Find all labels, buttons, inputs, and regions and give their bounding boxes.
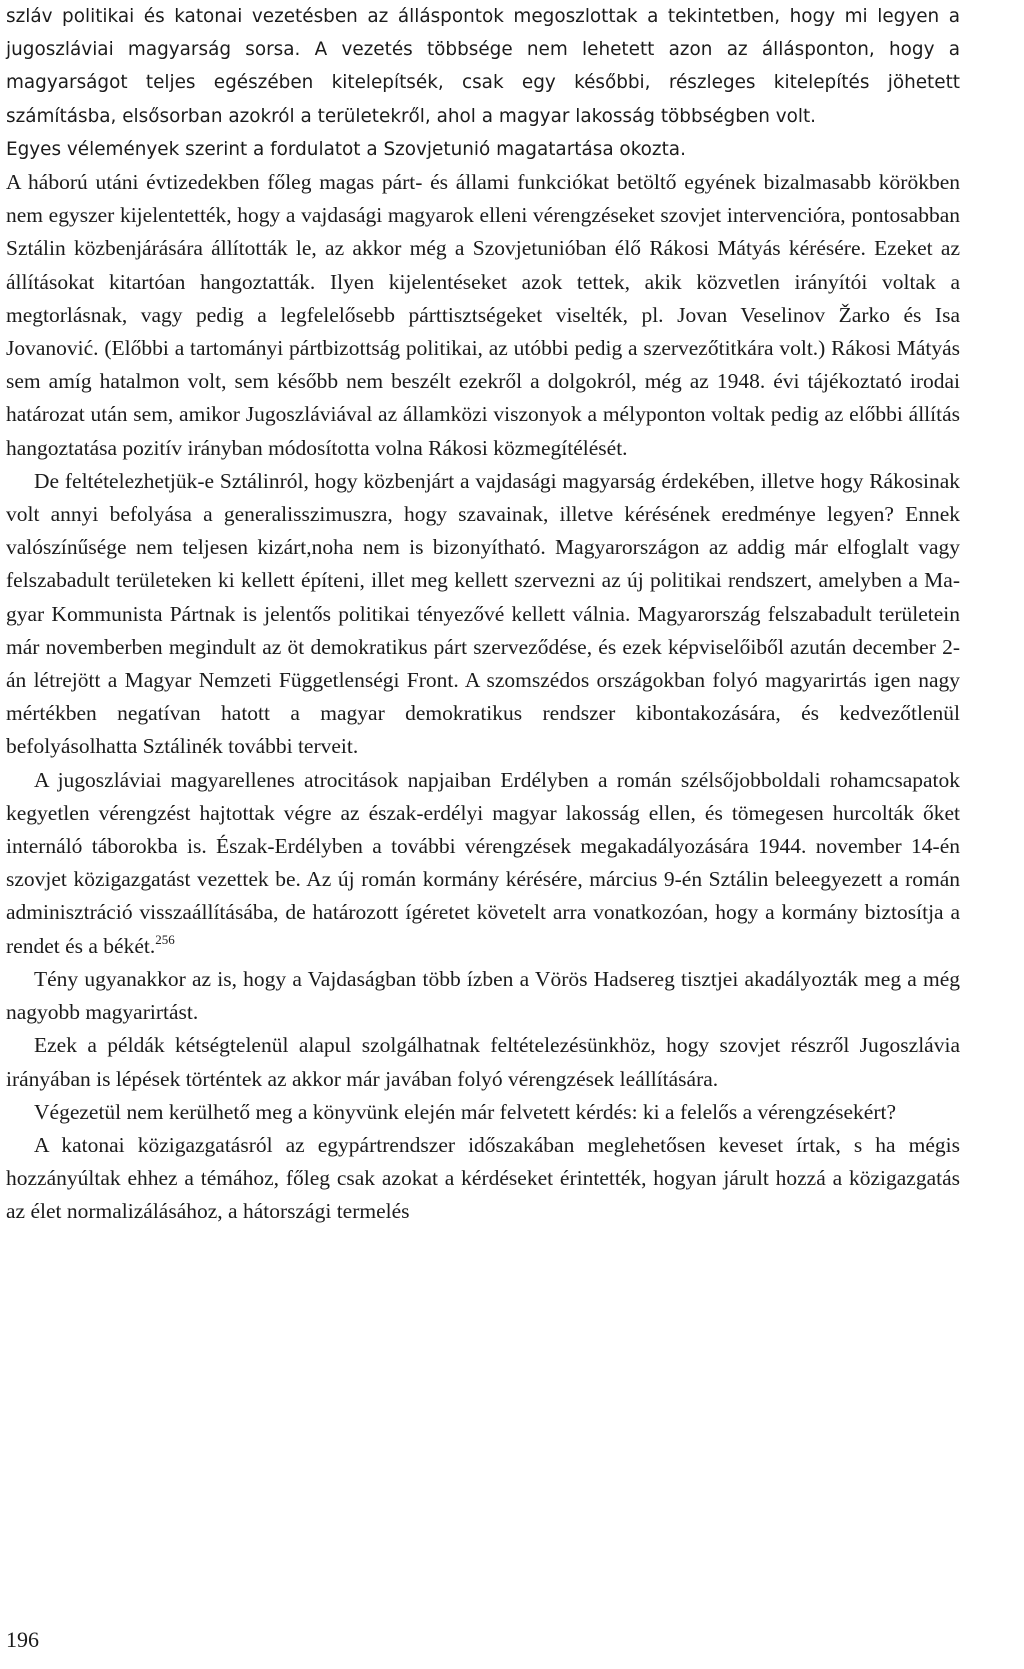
paragraph-4: Tény ugyanakkor az is, hogy a Vajdaságban több ízben a Vörös Hadsereg tisztjei akadályozták meg a még nagyobb magyarirtást. bbox=[6, 966, 960, 1025]
paragraph-6: Végezetül nem kerülhető meg a könyvünk elején már felvetett kérdés: ki a felelős a vérengzésekért? bbox=[34, 1099, 897, 1124]
footnote-ref: 256 bbox=[155, 931, 175, 947]
document-page bbox=[6, 0, 960, 1229]
sans-line: Egyes vélemények szerint a fordulatot a Szovjetunió magatartása okozta. bbox=[6, 138, 686, 160]
paragraph-7: A katonai közigazgatásról az egypártrendszer időszakában meglehetősen keveset írtak, s ha mégis hozzányúltak ehhez a témához, főleg csak azokat a kérdéseket érintették, hogyan járult hozzá a közigazgatás az élet normalizálásához, a hátországi termelés bbox=[6, 1132, 960, 1224]
paragraph-3 bbox=[6, 764, 960, 963]
opening-lines: szláv politikai és katonai vezetésben az álláspontok megoszlottak a tekintetben, hogy mi legyen a jugoszláviai magyarság sorsa. A vezetés többsége nem lehetett azon az állásponton, hogy a magyarságot teljes egészében kitelepítsék, csak egy későbbi, részleges kitelepítés jöhetett számításba, elsősorban azokról a területekről, ahol a magyar lakosság többségben volt. bbox=[6, 6, 960, 127]
paragraph-3-text: A jugoszláviai magyarellenes atrocitások napjaiban Erdélyben a román szélsőjobboldali rohamcsapatok kegyetlen vérengzést hajtottak végre az észak-erdélyi magyar lakosság ellen, és tömegesen hurcolták őket internáló táborokba is. Észak-Erdélyben a további vérengzések megakadályozására 1944. november 14-én szovjet közigazgatást vezettek be. Az új román kormány kérésére, március 9-én Sztálin beleegyezett a román adminisztráció visszaállításába, de határozott ígéretet követelt arra vonatkozóan, hogy a kormány biztosítja a rendet és a békét. bbox=[6, 767, 960, 958]
page-number: 196 bbox=[6, 1627, 39, 1652]
paragraph-2: De feltételezhetjük-e Sztálinról, hogy közbenjárt a vajdasági magyarság érdekében, illetve hogy Rákosinak volt annyi befolyása a generalisszimuszra, hogy szavainak, illetve kérésének eredménye legyen? Ennek valószínűsége nem teljesen kizárt,noha nem is bizonyítható. Magyarországon az addig már elfoglalt vagy felszabadult területeken ki kellett építeni, illet meg kellett szervezni az új politikai rendszert, amelyben a Magyar Kommunista Pártnak is jelentős politikai tényezővé kellett válnia. Magyarország felszabadult területein már novemberben megindult az öt demokratikus párt szerveződése, és ezek képviselőiből azután december 2-án létrejött a Magyar Nemzeti Függetlenségi Front. A szomszédos országokban folyó magyarirtás igen nagy mértékben negatívan hatott a magyar demokratikus rendszer kibontakozására, és kedvezőtlenül befolyásolhatta Sztálinék további terveit. bbox=[6, 468, 960, 759]
paragraph-1: A háború utáni évtizedekben főleg magas párt- és állami funkciókat betöltő egyének bizalmasabb körökben nem egyszer kijelentették, hogy a vajdasági magyarok elleni vérengzéseket szovjet intervencióra, pontosabban Sztálin közbenjárására állították le, az akkor még a Szovjetunióban élő Rákosi Mátyás kérésére. Ezeket az állításokat kitartóan hangoztatták. Ilyen kijelentéseket azok tettek, akik közvetlen irányítói voltak a megtorlásnak, vagy pedig a legfelelősebb párttisztségeket viselték, pl. Jovan Veselinov Žarko és Isa Jovanović. (Előbbi a tartományi pártbizottság politikai, az utóbbi pedig a szervezőtitkára volt.) Rákosi Mátyás sem amíg hatalmon volt, sem később nem beszélt ezekről a dolgokról, még az 1948. évi tájékoztató irodai határozat után sem, amikor Jugoszláviával az államközi viszonyok a mélyponton voltak pedig az előbbi állítás hangoztatása pozitív irányban módosította volna Rákosi közmegítélését. bbox=[6, 170, 960, 460]
paragraph-5: Ezek a példák kétségtelenül alapul szolgálhatnak feltételezésünkhöz, hogy szovjet részről Jugoszlávia irányában is lépések történtek az akkor már javában folyó vérengzések leállítására. bbox=[6, 1033, 960, 1091]
